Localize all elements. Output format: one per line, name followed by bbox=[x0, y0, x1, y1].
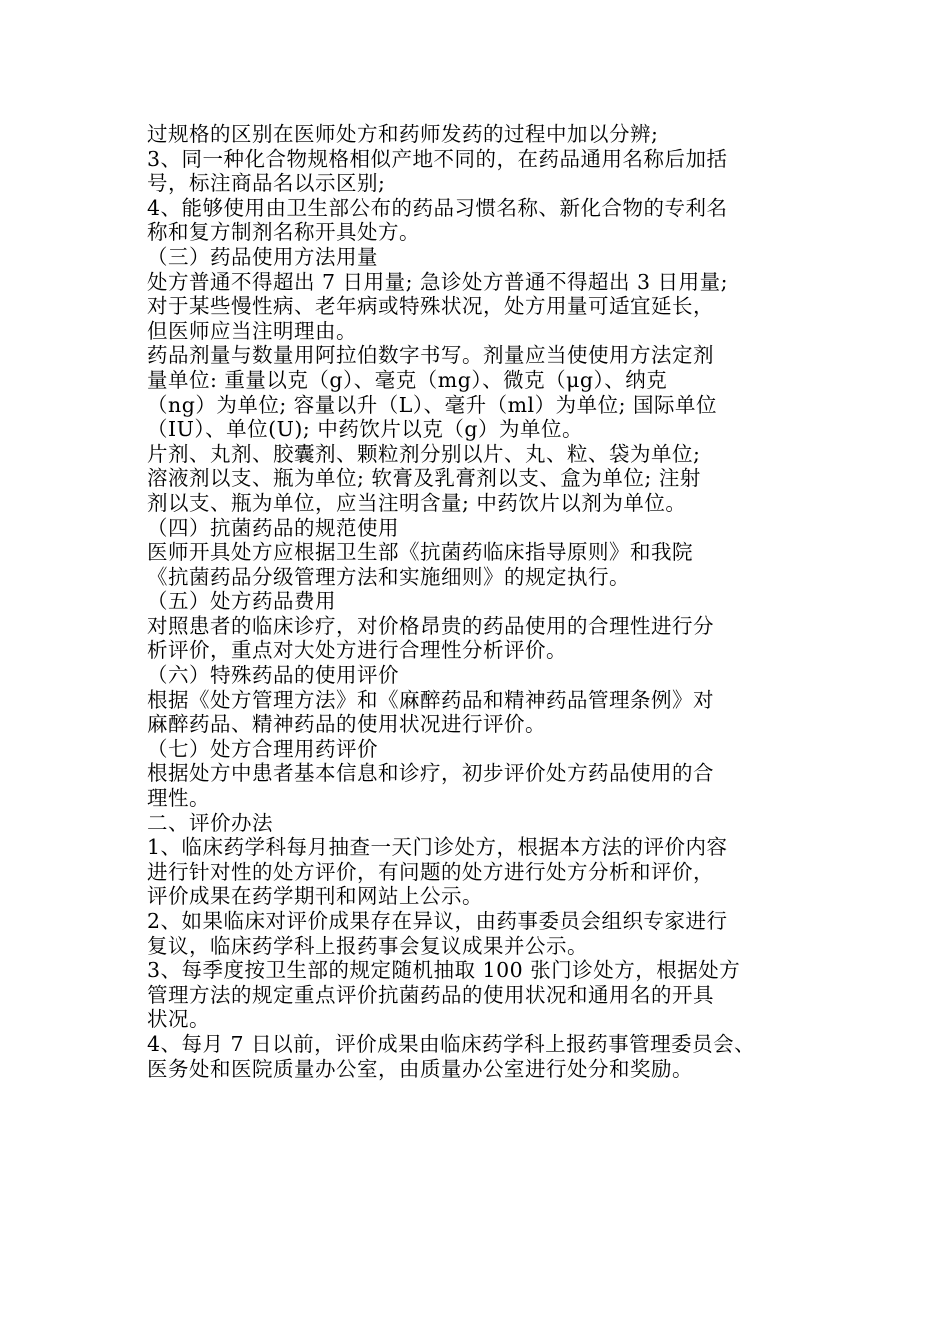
text-line: 医务处和医院质量办公室，由质量办公室进行处分和奖励。 bbox=[147, 1056, 693, 1081]
text-line: 进行针对性的处方评价，有问题的处方进行处方分析和评价， bbox=[147, 859, 714, 884]
text-line: 对于某些慢性病、老年病或特殊状况，处方用量可适宜延长， bbox=[147, 294, 714, 319]
text-line: 2、如果临床对评价成果存在异议，由药事委员会组织专家进行 bbox=[147, 909, 728, 933]
section-heading: （三）药品使用方法用量 bbox=[147, 244, 378, 269]
text-line: 剂以支、瓶为单位，应当注明含量; 中药饮片以剂为单位。 bbox=[147, 490, 687, 515]
text-line: 但医师应当注明理由。 bbox=[147, 318, 357, 343]
text-line: 根据处方中患者基本信息和诊疗，初步评价处方药品使用的合 bbox=[147, 761, 714, 786]
text-line: 号，标注商品名以示区别; bbox=[147, 171, 386, 196]
text-line: 溶液剂以支、瓶为单位; 软膏及乳膏剂以支、盒为单位; 注射 bbox=[147, 466, 701, 491]
text-line: 4、能够使用由卫生部公布的药品习惯名称、新化合物的专利名 bbox=[147, 195, 728, 220]
text-line: 过规格的区别在医师处方和药师发药的过程中加以分辨; bbox=[147, 122, 659, 146]
text-line: 3、每季度按卫生部的规定随机抽取 100 张门诊处方，根据处方 bbox=[147, 958, 741, 983]
text-line: 析评价，重点对大处方进行合理性分析评价。 bbox=[147, 638, 567, 663]
document-body bbox=[147, 122, 837, 1081]
section-heading: （四）抗菌药品的规范使用 bbox=[147, 515, 399, 540]
text-line: 管理方法的规定重点评价抗菌药品的使用状况和通用名的开具 bbox=[147, 982, 714, 1007]
text-line: 对照患者的临床诊疗，对价格昂贵的药品使用的合理性进行分 bbox=[147, 613, 714, 638]
text-line: 理性。 bbox=[147, 786, 210, 811]
text-line: 量单位: 重量以克（g）、毫克（mg）、微克（μg）、纳克 bbox=[147, 367, 668, 392]
text-line: 3、同一种化合物规格相似产地不同的，在药品通用名称后加括 bbox=[147, 146, 728, 171]
section-heading: （五）处方药品费用 bbox=[147, 589, 336, 614]
section-heading: 二、评价办法 bbox=[147, 810, 273, 835]
text-line: 处方普通不得超出 7 日用量; 急诊处方普通不得超出 3 日用量; bbox=[147, 269, 728, 294]
text-line: （IU）、单位(U); 中药饮片以克（g）为单位。 bbox=[147, 417, 583, 442]
text-line: 医师开具处方应根据卫生部《抗菌药临床指导原则》和我院 bbox=[147, 540, 693, 565]
text-line: 1、临床药学科每月抽查一天门诊处方，根据本方法的评价内容 bbox=[147, 835, 728, 860]
text-line: 评价成果在药学期刊和网站上公示。 bbox=[147, 884, 483, 909]
text-line: （ng）为单位; 容量以升（L）、毫升（ml）为单位; 国际单位 bbox=[147, 392, 718, 417]
text-line: 称和复方制剂名称开具处方。 bbox=[147, 220, 420, 245]
text-line: 复议，临床药学科上报药事会复议成果并公示。 bbox=[147, 933, 588, 958]
section-heading: （六）特殊药品的使用评价 bbox=[147, 663, 399, 688]
text-line: 药品剂量与数量用阿拉伯数字书写。剂量应当使使用方法定剂 bbox=[147, 343, 714, 368]
text-line: 4、每月 7 日以前，评价成果由临床药学科上报药事管理委员会、 bbox=[147, 1031, 756, 1056]
section-heading: （七）处方合理用药评价 bbox=[147, 736, 378, 761]
text-line: 状况。 bbox=[147, 1007, 210, 1032]
text-line: 片剂、丸剂、胶囊剂、颗粒剂分别以片、丸、粒、袋为单位; bbox=[147, 441, 701, 466]
text-line: 麻醉药品、精神药品的使用状况进行评价。 bbox=[147, 712, 546, 737]
text-line: 《抗菌药品分级管理方法和实施细则》的规定执行。 bbox=[147, 564, 630, 589]
text-line: 根据《处方管理方法》和《麻醉药品和精神药品管理条例》对 bbox=[147, 687, 714, 712]
